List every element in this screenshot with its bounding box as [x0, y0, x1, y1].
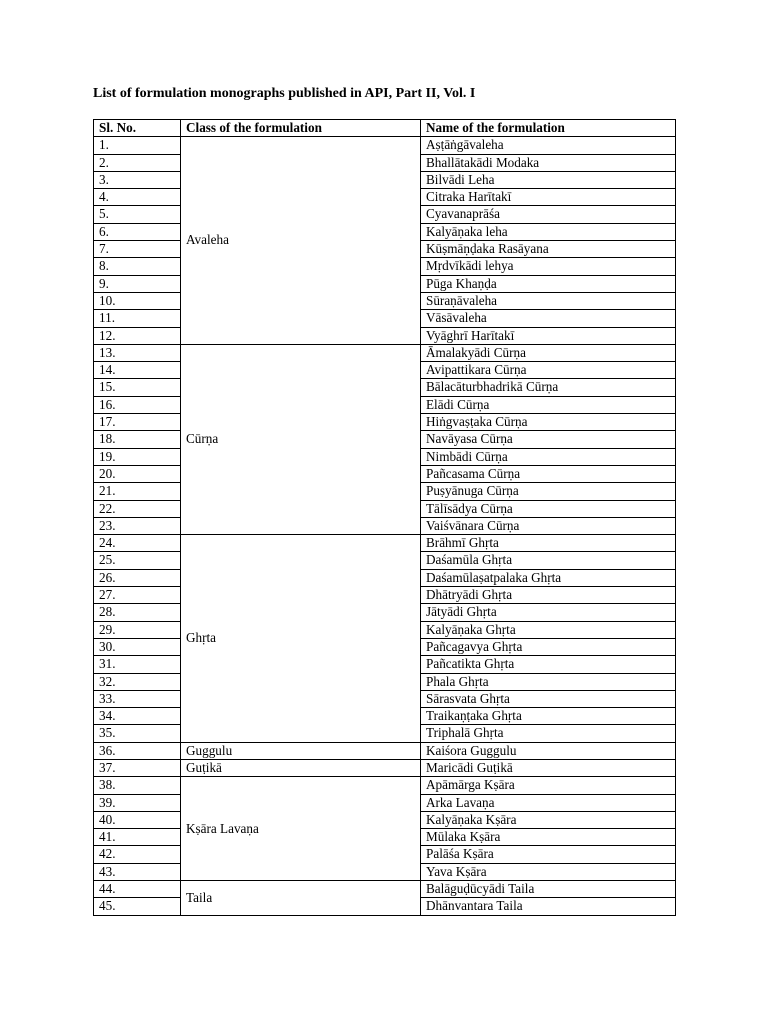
formulation-name-cell: Tālīsādya Cūrṇa [421, 500, 676, 517]
sl-no-cell: 8. [94, 258, 181, 275]
formulation-name-cell: Kalyāṇaka Kṣāra [421, 811, 676, 828]
formulation-name-cell: Kūṣmāṇḍaka Rasāyana [421, 241, 676, 258]
formulation-name-cell: Vaiśvānara Cūrṇa [421, 517, 676, 534]
formulation-name-cell: Vyāghrī Harītakī [421, 327, 676, 344]
class-cell: Taila [181, 881, 421, 916]
formulation-name-cell: Pañcasama Cūrṇa [421, 465, 676, 482]
formulation-name-cell: Triphalā Ghṛta [421, 725, 676, 742]
formulation-name-cell: Sārasvata Ghṛta [421, 690, 676, 707]
header-name: Name of the formulation [421, 120, 676, 137]
formulation-name-cell: Traikaṇṭaka Ghṛta [421, 708, 676, 725]
formulation-name-cell: Balāguḍūcyādi Taila [421, 881, 676, 898]
formulation-name-cell: Kalyāṇaka Ghṛta [421, 621, 676, 638]
formulation-name-cell: Cyavanaprāśa [421, 206, 676, 223]
formulation-name-cell: Kalyāṇaka leha [421, 223, 676, 240]
formulation-name-cell: Bālacāturbhadrikā Cūrṇa [421, 379, 676, 396]
formulation-name-cell: Mūlaka Kṣāra [421, 829, 676, 846]
sl-no-cell: 2. [94, 154, 181, 171]
formulation-name-cell: Brāhmī Ghṛta [421, 535, 676, 552]
formulation-table [93, 119, 676, 916]
formulation-name-cell: Yava Kṣāra [421, 863, 676, 880]
header-class: Class of the formulation [181, 120, 421, 137]
formulation-name-cell: Citraka Harītakī [421, 189, 676, 206]
sl-no-cell: 6. [94, 223, 181, 240]
formulation-name-cell: Apāmārga Kṣāra [421, 777, 676, 794]
formulation-name-cell: Maricādi Guṭikā [421, 759, 676, 776]
formulation-name-cell: Pañcagavya Ghṛta [421, 638, 676, 655]
table-row [94, 777, 676, 794]
sl-no-cell: 29. [94, 621, 181, 638]
sl-no-cell: 12. [94, 327, 181, 344]
formulation-name-cell: Palāśa Kṣāra [421, 846, 676, 863]
sl-no-cell: 4. [94, 189, 181, 206]
formulation-name-cell: Avipattikara Cūrṇa [421, 362, 676, 379]
sl-no-cell: 9. [94, 275, 181, 292]
sl-no-cell: 22. [94, 500, 181, 517]
sl-no-cell: 5. [94, 206, 181, 223]
formulation-name-cell: Puṣyānuga Cūrṇa [421, 483, 676, 500]
sl-no-cell: 40. [94, 811, 181, 828]
formulation-name-cell: Bhallātakādi Modaka [421, 154, 676, 171]
sl-no-cell: 25. [94, 552, 181, 569]
sl-no-cell: 15. [94, 379, 181, 396]
formulation-name-cell: Vāsāvaleha [421, 310, 676, 327]
formulation-name-cell: Pañcatikta Ghṛta [421, 656, 676, 673]
sl-no-cell: 38. [94, 777, 181, 794]
formulation-name-cell: Nimbādi Cūrṇa [421, 448, 676, 465]
sl-no-cell: 34. [94, 708, 181, 725]
class-cell: Cūrṇa [181, 344, 421, 534]
table-row [94, 137, 676, 154]
formulation-name-cell: Arka Lavaṇa [421, 794, 676, 811]
formulation-name-cell: Daśamūla Ghṛta [421, 552, 676, 569]
sl-no-cell: 31. [94, 656, 181, 673]
page-title: List of formulation monographs published in API, Part II, Vol. I [93, 86, 476, 101]
sl-no-cell: 36. [94, 742, 181, 759]
sl-no-cell: 28. [94, 604, 181, 621]
formulation-name-cell: Daśamūlaṣatpalaka Ghṛta [421, 569, 676, 586]
sl-no-cell: 39. [94, 794, 181, 811]
class-cell: Avaleha [181, 137, 421, 345]
sl-no-cell: 44. [94, 881, 181, 898]
sl-no-cell: 23. [94, 517, 181, 534]
formulation-name-cell: Phala Ghṛta [421, 673, 676, 690]
formulation-name-cell: Kaiśora Guggulu [421, 742, 676, 759]
sl-no-cell: 21. [94, 483, 181, 500]
sl-no-cell: 35. [94, 725, 181, 742]
sl-no-cell: 13. [94, 344, 181, 361]
sl-no-cell: 33. [94, 690, 181, 707]
sl-no-cell: 19. [94, 448, 181, 465]
table-row [94, 535, 676, 552]
sl-no-cell: 45. [94, 898, 181, 915]
formulation-name-cell: Dhānvantara Taila [421, 898, 676, 915]
formulation-name-cell: Navāyasa Cūrṇa [421, 431, 676, 448]
sl-no-cell: 30. [94, 638, 181, 655]
sl-no-cell: 20. [94, 465, 181, 482]
table-row [94, 759, 676, 776]
sl-no-cell: 18. [94, 431, 181, 448]
formulation-name-cell: Jātyādi Ghṛta [421, 604, 676, 621]
sl-no-cell: 10. [94, 292, 181, 309]
sl-no-cell: 32. [94, 673, 181, 690]
table-row [94, 742, 676, 759]
formulation-name-cell: Elādi Cūrṇa [421, 396, 676, 413]
table-row [94, 881, 676, 898]
class-cell: Ghṛta [181, 535, 421, 743]
sl-no-cell: 43. [94, 863, 181, 880]
sl-no-cell: 14. [94, 362, 181, 379]
sl-no-cell: 16. [94, 396, 181, 413]
formulation-name-cell: Mṛdvīkādi lehya [421, 258, 676, 275]
formulation-name-cell: Aṣṭāṅgāvaleha [421, 137, 676, 154]
formulation-name-cell: Hiṅgvaṣṭaka Cūrṇa [421, 414, 676, 431]
class-cell: Kṣāra Lavaṇa [181, 777, 421, 881]
sl-no-cell: 17. [94, 414, 181, 431]
sl-no-cell: 42. [94, 846, 181, 863]
sl-no-cell: 7. [94, 241, 181, 258]
header-sl-no: Sl. No. [94, 120, 181, 137]
sl-no-cell: 3. [94, 171, 181, 188]
formulation-name-cell: Pūga Khaṇḍa [421, 275, 676, 292]
header-row [94, 120, 676, 137]
table-row [94, 344, 676, 361]
sl-no-cell: 37. [94, 759, 181, 776]
formulation-name-cell: Sūraṇāvaleha [421, 292, 676, 309]
formulation-name-cell: Dhātryādi Ghṛta [421, 587, 676, 604]
sl-no-cell: 24. [94, 535, 181, 552]
sl-no-cell: 11. [94, 310, 181, 327]
formulation-name-cell: Āmalakyādi Cūrṇa [421, 344, 676, 361]
table-body [94, 137, 676, 915]
class-cell: Guggulu [181, 742, 421, 759]
formulation-name-cell: Bilvādi Leha [421, 171, 676, 188]
class-cell: Guṭikā [181, 759, 421, 776]
sl-no-cell: 41. [94, 829, 181, 846]
sl-no-cell: 1. [94, 137, 181, 154]
sl-no-cell: 27. [94, 587, 181, 604]
sl-no-cell: 26. [94, 569, 181, 586]
table-header [94, 120, 676, 137]
